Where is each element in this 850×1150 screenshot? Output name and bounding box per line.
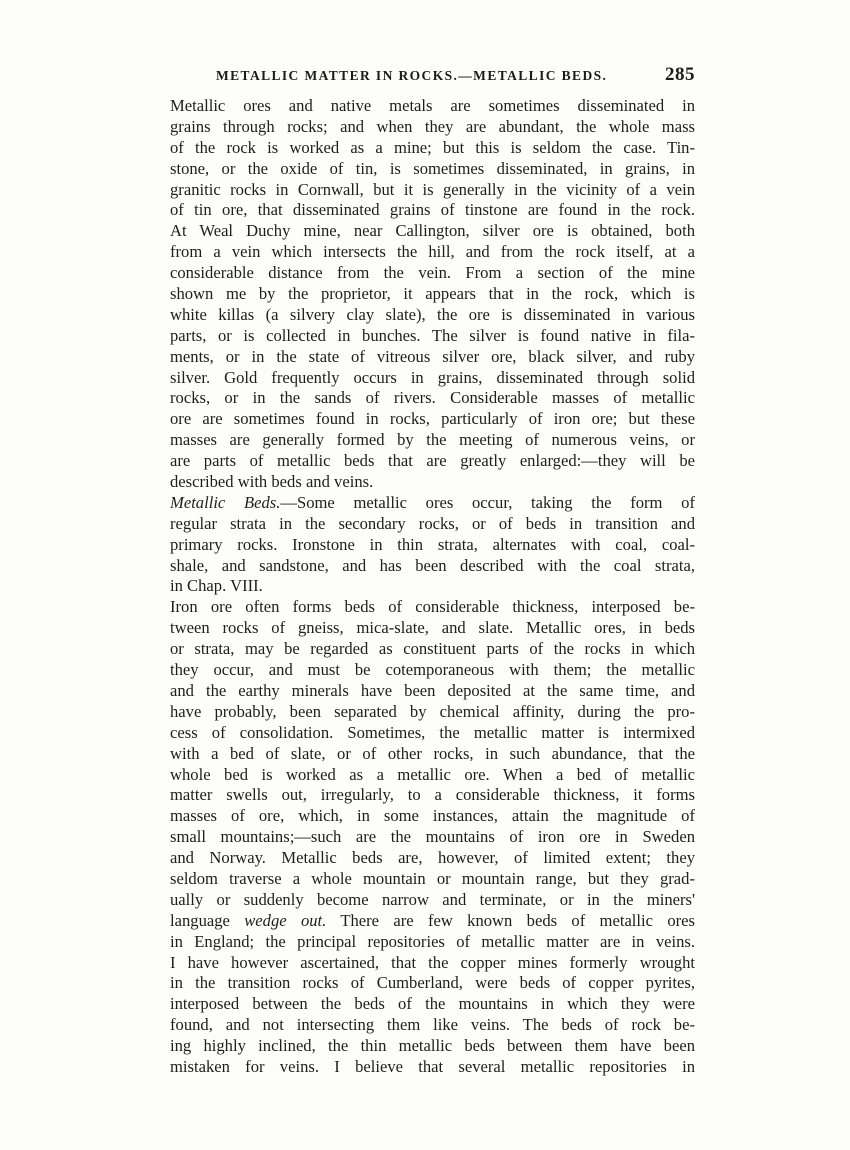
line-text: ments, or in the state of vitreous silver ore, black silver, and ruby xyxy=(170,346,695,366)
text-line xyxy=(170,138,695,159)
line-text: language xyxy=(170,910,245,930)
text-line xyxy=(170,305,695,326)
text-line xyxy=(170,159,695,180)
line-text: from a vein which intersects the hill, and from the rock itself, at a xyxy=(170,242,695,262)
line-text: and the earthy minerals have been deposited at the same time, and xyxy=(170,680,695,700)
line-text: At Weal Duchy mine, near Callington, silver ore is obtained, both xyxy=(170,221,695,241)
text-line xyxy=(170,535,695,556)
text-line xyxy=(170,576,695,597)
text-line xyxy=(170,451,695,472)
text-line xyxy=(170,514,695,535)
line-text: found, and not intersecting them like veins. The beds of rock be- xyxy=(170,1015,695,1035)
text-line xyxy=(170,723,695,744)
line-text: parts, or is collected in bunches. The silver is found native in fila- xyxy=(170,325,695,345)
text-line xyxy=(170,639,695,660)
line-text: Iron ore often forms beds of considerable thickness, interposed be- xyxy=(170,597,695,617)
text-line xyxy=(170,785,695,806)
line-text: of the rock is worked as a mine; but this is seldom the case. Tin- xyxy=(170,137,695,157)
line-text: —Some metallic ores occur, taking the form of xyxy=(280,492,695,512)
text-line xyxy=(170,618,695,639)
text-line xyxy=(170,180,695,201)
line-text: tween rocks of gneiss, mica-slate, and slate. Metallic ores, in beds xyxy=(170,618,695,638)
text-line xyxy=(170,765,695,786)
line-text: grains through rocks; and when they are abundant, the whole mass xyxy=(170,116,695,136)
text-line xyxy=(170,430,695,451)
text-line xyxy=(170,242,695,263)
section-heading-italic: Metallic Beds. xyxy=(170,492,281,512)
line-text: or strata, may be regarded as constituent parts of the rocks in which xyxy=(170,639,695,659)
line-text: are parts of metallic beds that are greatly enlarged:—they will be xyxy=(170,451,695,471)
text-line xyxy=(170,284,695,305)
line-text: in England; the principal repositories of metallic matter are in veins. xyxy=(170,931,695,951)
text-line xyxy=(170,368,695,389)
text-line xyxy=(170,806,695,827)
line-text: small mountains;—such are the mountains of iron ore in Sweden xyxy=(170,827,695,847)
line-text: seldom traverse a whole mountain or mountain range, but they grad- xyxy=(170,868,695,888)
line-text: with a bed of slate, or of other rocks, in such abundance, that the xyxy=(170,743,695,763)
line-text: described with beds and veins. xyxy=(170,472,374,492)
line-text: granitic rocks in Cornwall, but it is generally in the vicinity of a vein xyxy=(170,179,695,199)
line-text: whole bed is worked as a metallic ore. When a bed of metallic xyxy=(170,764,695,784)
text-line xyxy=(170,932,695,953)
text-line xyxy=(170,953,695,974)
text-line xyxy=(170,409,695,430)
line-text: ore are sometimes found in rocks, particularly of iron ore; but these xyxy=(170,409,695,429)
page-number: 285 xyxy=(665,64,695,85)
line-text: in the transition rocks of Cumberland, were beds of copper pyrites, xyxy=(170,973,695,993)
text-line xyxy=(170,493,695,514)
line-text: rocks, or in the sands of rivers. Considerable masses of metallic xyxy=(170,388,695,408)
text-line xyxy=(170,388,695,409)
text-line xyxy=(170,994,695,1015)
line-text: interposed between the beds of the mountains in which they were xyxy=(170,994,695,1014)
text-line xyxy=(170,263,695,284)
text-line xyxy=(170,96,695,117)
text-line xyxy=(170,556,695,577)
line-text: silver. Gold frequently occurs in grains, disseminated through solid xyxy=(170,367,695,387)
text-line xyxy=(170,472,695,493)
running-title: METALLIC MATTER IN ROCKS.—METALLIC BEDS. xyxy=(216,68,608,83)
line-text-tail: There are few known beds of metallic ores xyxy=(326,910,695,930)
text-line xyxy=(170,326,695,347)
line-text: shale, and sandstone, and has been described with the coal strata, xyxy=(170,555,695,575)
text-line xyxy=(170,1057,695,1078)
text-line xyxy=(170,911,695,932)
text-line xyxy=(170,1036,695,1057)
line-text: Metallic ores and native metals are sometimes disseminated in xyxy=(170,96,695,115)
body-text xyxy=(170,96,695,1078)
italic-term: wedge out. xyxy=(244,910,327,930)
line-text: and Norway. Metallic beds are, however, of limited extent; they xyxy=(170,848,695,868)
text-line xyxy=(170,890,695,911)
text-line xyxy=(170,744,695,765)
text-line xyxy=(170,681,695,702)
line-text: shown me by the proprietor, it appears that in the rock, which is xyxy=(170,284,695,304)
line-text: stone, or the oxide of tin, is sometimes disseminated, in grains, in xyxy=(170,158,695,178)
text-line xyxy=(170,827,695,848)
text-line xyxy=(170,973,695,994)
line-text: primary rocks. Ironstone in thin strata, alternates with coal, coal- xyxy=(170,534,695,554)
text-line xyxy=(170,869,695,890)
line-text: considerable distance from the vein. From a section of the mine xyxy=(170,263,695,283)
text-line xyxy=(170,848,695,869)
line-text: mistaken for veins. I believe that several metallic repositories in xyxy=(170,1056,695,1076)
text-line xyxy=(170,660,695,681)
text-line xyxy=(170,221,695,242)
line-text: white killas (a silvery clay slate), the ore is disseminated in various xyxy=(170,304,695,324)
line-text: I have however ascertained, that the copper mines formerly wrought xyxy=(170,952,695,972)
line-text: cess of consolidation. Sometimes, the metallic matter is intermixed xyxy=(170,722,695,742)
line-text: in Chap. VIII. xyxy=(170,576,263,596)
line-text: have probably, been separated by chemical affinity, during the pro- xyxy=(170,701,695,721)
line-text: of tin ore, that disseminated grains of tinstone are found in the rock. xyxy=(170,200,695,220)
line-text: regular strata in the secondary rocks, or of beds in transition and xyxy=(170,513,695,533)
text-line xyxy=(170,200,695,221)
line-text: matter swells out, irregularly, to a considerable thickness, it forms xyxy=(170,785,695,805)
text-line xyxy=(170,117,695,138)
text-line xyxy=(170,597,695,618)
line-text: ing highly inclined, the thin metallic beds between them have been xyxy=(170,1036,695,1056)
text-line xyxy=(170,1015,695,1036)
text-line xyxy=(170,347,695,368)
line-text: masses of ore, which, in some instances, attain the magnitude of xyxy=(170,806,695,826)
line-text: they occur, and must be cotemporaneous with them; the metallic xyxy=(170,660,695,680)
line-text: ually or suddenly become narrow and terminate, or in the miners' xyxy=(170,889,695,909)
running-head xyxy=(170,64,695,86)
text-line xyxy=(170,702,695,723)
line-text: masses are generally formed by the meeting of numerous veins, or xyxy=(170,430,695,450)
